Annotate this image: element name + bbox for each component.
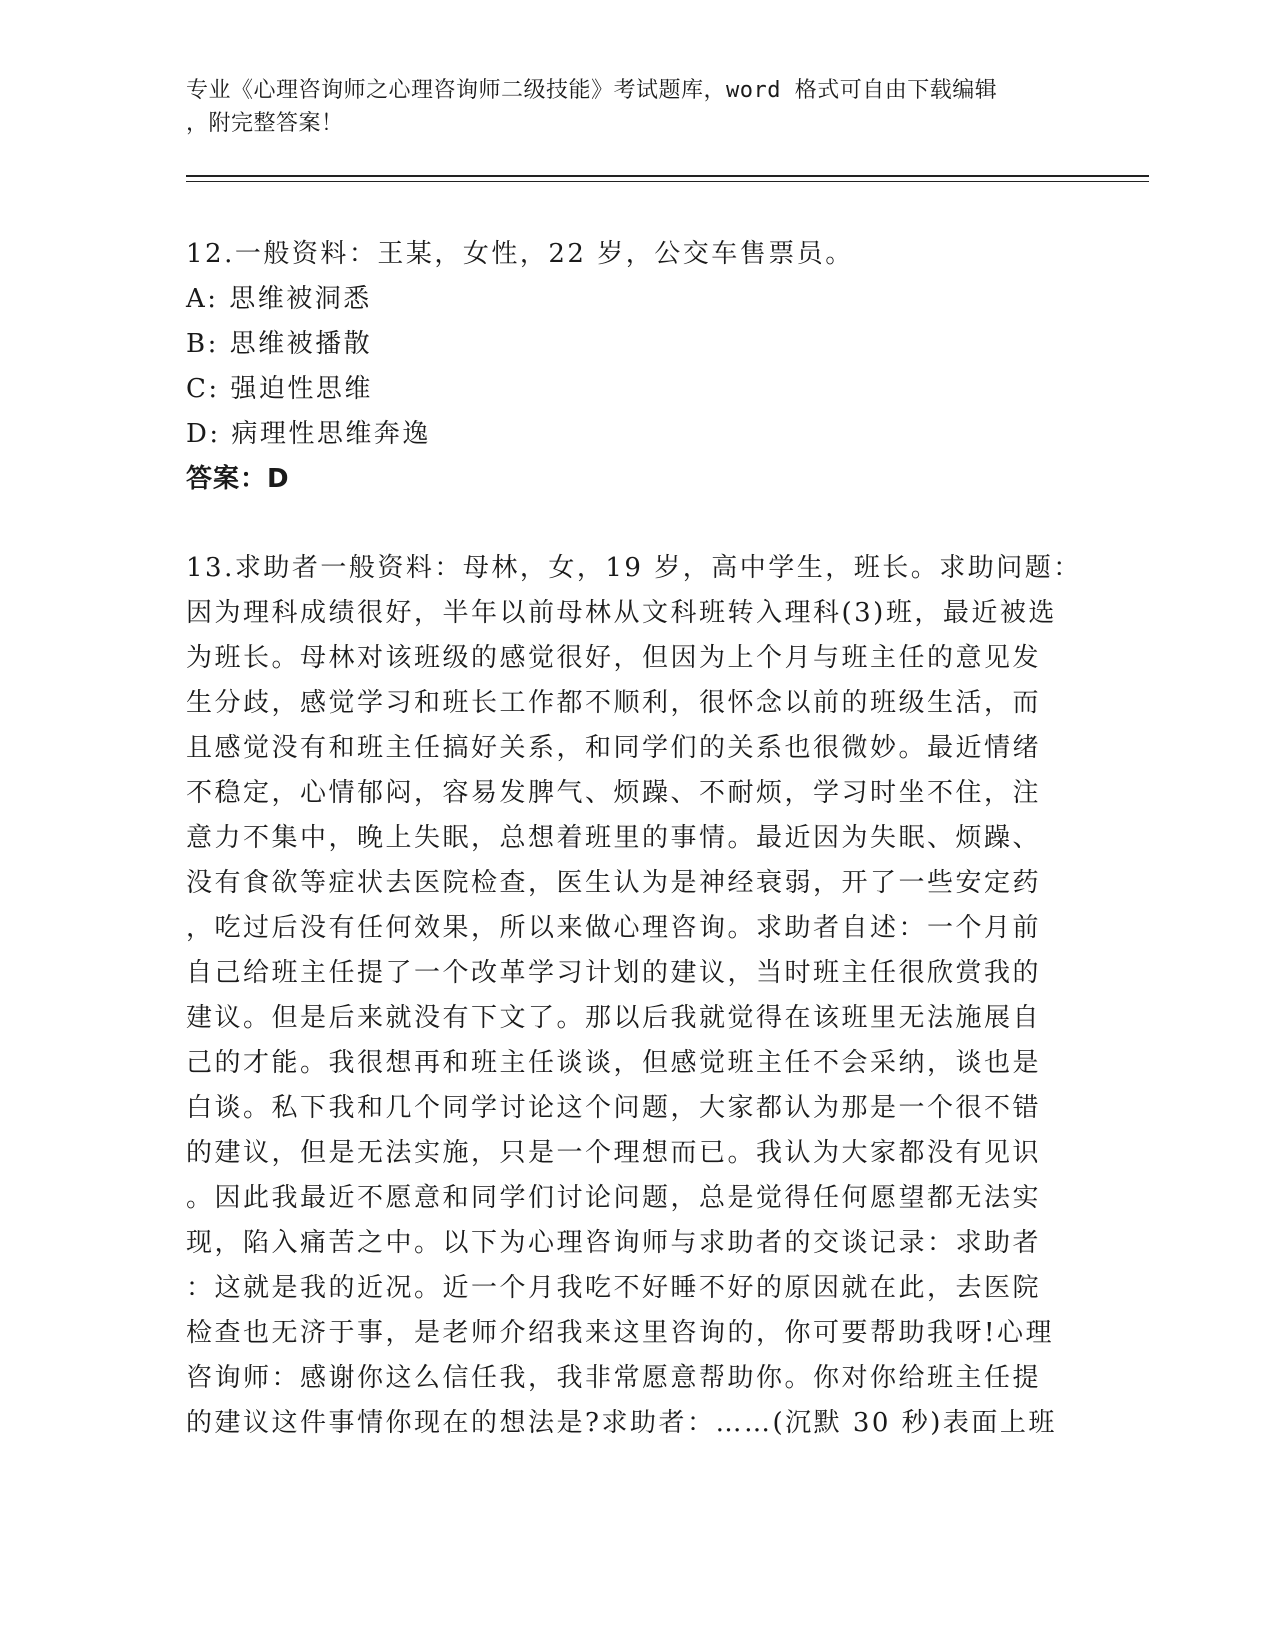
question-gap [186, 502, 1076, 546]
question-13 [186, 546, 1082, 1446]
document-header [186, 74, 1066, 140]
header-line-2: ，附完整答案！ [186, 111, 344, 136]
question-13-line: 现，陷入痛苦之中。以下为心理咨询师与求助者的交谈记录：求助者 [186, 1228, 1042, 1258]
question-13-line: 建议。但是后来就没有下文了。那以后我就觉得在该班里无法施展自 [186, 1003, 1042, 1033]
question-13-line: 检查也无济于事，是老师介绍我来这里咨询的，你可要帮助我呀!心理 [186, 1318, 1054, 1348]
header-divider-thin [186, 181, 1149, 182]
question-13-line: 不稳定，心情郁闷，容易发脾气、烦躁、不耐烦，学习时坐不住，注 [186, 778, 1042, 808]
option-c: C: 强迫性思维 [186, 374, 373, 404]
question-13-line: 咨询师：感谢你这么信任我，我非常愿意帮助你。你对你给班主任提 [186, 1363, 1042, 1393]
question-13-line: 自己给班主任提了一个改革学习计划的建议，当时班主任很欣赏我的 [186, 958, 1042, 988]
question-13-line: 因为理科成绩很好，半年以前母林从文科班转入理科(3)班，最近被选 [186, 598, 1057, 628]
option-a: A: 思维被洞悉 [186, 284, 372, 314]
question-12 [186, 232, 1076, 502]
option-d: D: 病理性思维奔逸 [186, 419, 431, 449]
question-13-line: 13.求助者一般资料：母林，女，19 岁，高中学生，班长。求助问题： [186, 553, 1082, 583]
answer-line: 答案：D [186, 464, 290, 494]
question-13-line: 的建议这件事情你现在的想法是?求助者：……(沉默 30 秒)表面上班 [186, 1408, 1057, 1438]
question-13-line: 且感觉没有和班主任搞好关系，和同学们的关系也很微妙。最近情绪 [186, 733, 1042, 763]
header-divider-thick [186, 175, 1149, 177]
question-text: 12.一般资料：王某，女性，22 岁，公交车售票员。 [186, 239, 854, 269]
question-13-line: ：这就是我的近况。近一个月我吃不好睡不好的原因就在此，去医院 [186, 1273, 1042, 1303]
question-13-line: 没有食欲等症状去医院检查，医生认为是神经衰弱，开了一些安定药 [186, 868, 1042, 898]
question-13-line: 为班长。母林对该班级的感觉很好，但因为上个月与班主任的意见发 [186, 643, 1042, 673]
question-13-line: 己的才能。我很想再和班主任谈谈，但感觉班主任不会采纳，谈也是 [186, 1048, 1042, 1078]
question-13-line: 。因此我最近不愿意和同学们讨论问题，总是觉得任何愿望都无法实 [186, 1183, 1042, 1213]
question-13-line: ，吃过后没有任何效果，所以来做心理咨询。求助者自述：一个月前 [186, 913, 1042, 943]
option-b: B: 思维被播散 [186, 329, 373, 359]
question-13-line: 的建议，但是无法实施，只是一个理想而已。我认为大家都没有见识 [186, 1138, 1042, 1168]
header-line-1: 专业《心理咨询师之心理咨询师二级技能》考试题库，word 格式可自由下载编辑 [186, 78, 998, 103]
question-13-line: 白谈。私下我和几个同学讨论这个问题，大家都认为那是一个很不错 [186, 1093, 1042, 1123]
question-13-line: 生分歧，感觉学习和班长工作都不顺利，很怀念以前的班级生活，而 [186, 688, 1042, 718]
question-13-line: 意力不集中，晚上失眠，总想着班里的事情。最近因为失眠、烦躁、 [186, 823, 1042, 853]
document-body [186, 232, 1082, 1446]
